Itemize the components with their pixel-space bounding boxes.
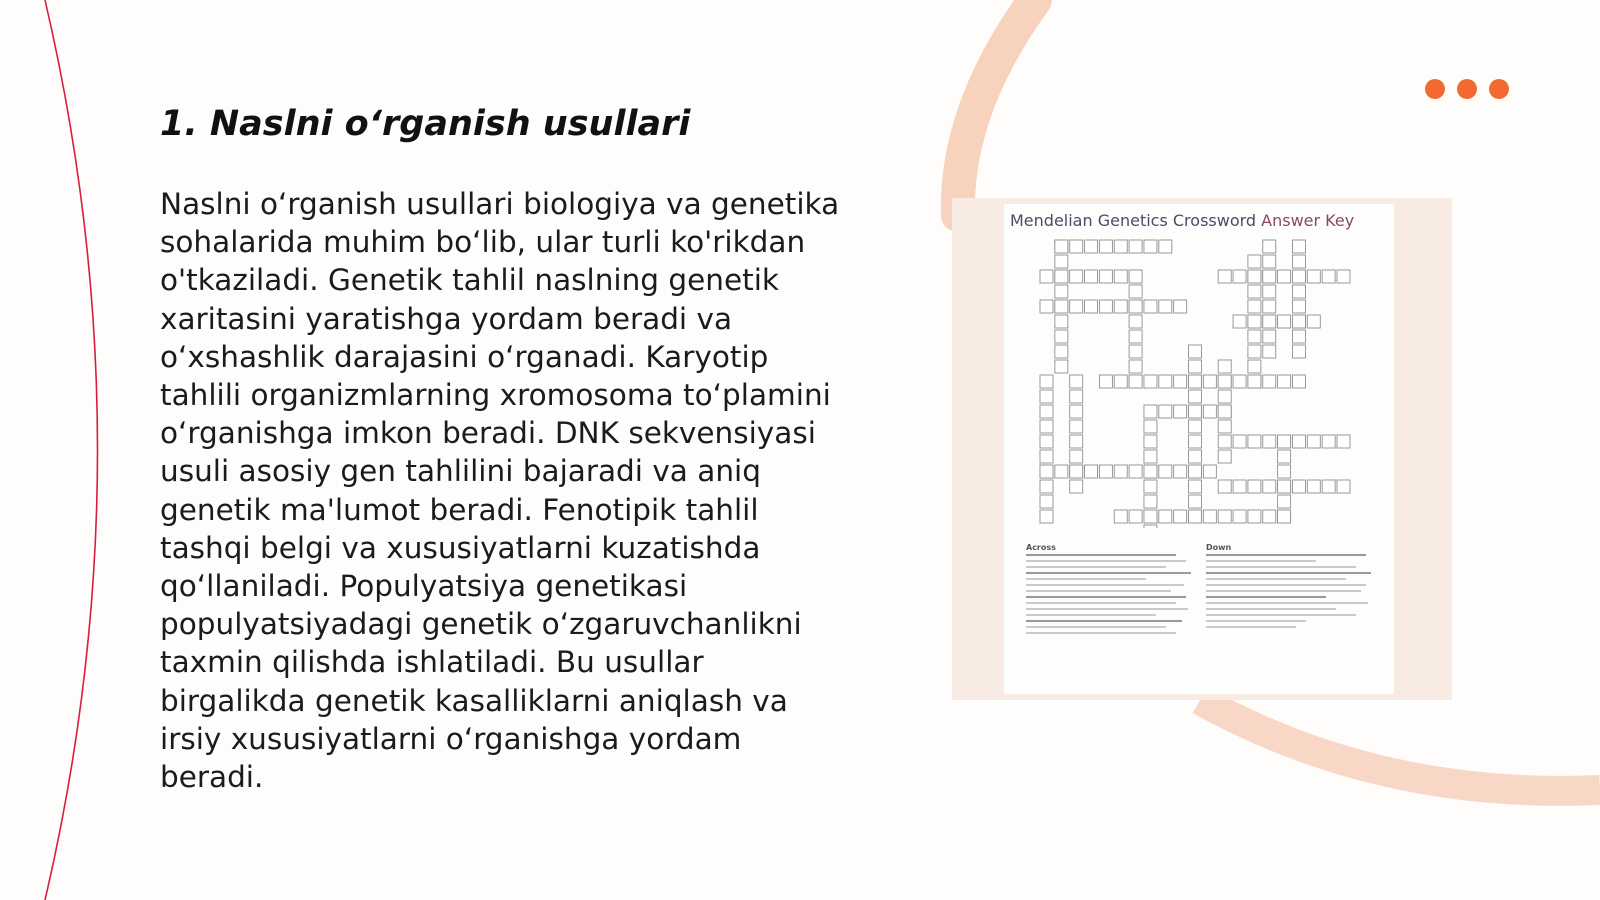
crossword-cell bbox=[1263, 300, 1276, 313]
crossword-cell bbox=[1292, 315, 1305, 328]
crossword-cell bbox=[1218, 375, 1231, 388]
crossword-cell bbox=[1129, 375, 1142, 388]
crossword-cell bbox=[1070, 480, 1083, 493]
crossword-cell bbox=[1040, 450, 1053, 463]
crossword-cell bbox=[1322, 480, 1335, 493]
crossword-cell bbox=[1040, 420, 1053, 433]
clues-down-heading: Down bbox=[1206, 543, 1232, 552]
crossword-cell bbox=[1099, 270, 1112, 283]
crossword-cell bbox=[1263, 285, 1276, 298]
crossword-cell bbox=[1070, 375, 1083, 388]
crossword-cell bbox=[1040, 495, 1053, 508]
crossword-cell bbox=[1203, 375, 1216, 388]
crossword-cell bbox=[1040, 405, 1053, 418]
crossword-cell bbox=[1055, 255, 1068, 268]
crossword-cell bbox=[1189, 450, 1202, 463]
dot-2 bbox=[1457, 79, 1477, 99]
crossword-cell bbox=[1114, 300, 1127, 313]
crossword-cell bbox=[1322, 270, 1335, 283]
crossword-cell bbox=[1070, 420, 1083, 433]
crossword-cell bbox=[1248, 435, 1261, 448]
crossword-cell bbox=[1040, 375, 1053, 388]
crossword-cell bbox=[1099, 300, 1112, 313]
crossword-cell bbox=[1114, 270, 1127, 283]
crossword-cell bbox=[1189, 465, 1202, 478]
crossword-cell bbox=[1174, 300, 1187, 313]
crossword-cell bbox=[1129, 315, 1142, 328]
crossword-cell bbox=[1055, 315, 1068, 328]
crossword-cell bbox=[1218, 480, 1231, 493]
crossword-cell bbox=[1189, 510, 1202, 523]
crossword-cell bbox=[1307, 480, 1320, 493]
crossword-cell bbox=[1292, 270, 1305, 283]
crossword-cell bbox=[1307, 270, 1320, 283]
three-dots-icon bbox=[1425, 79, 1509, 99]
crossword-cell bbox=[1114, 510, 1127, 523]
crossword-cell bbox=[1099, 375, 1112, 388]
crossword-cell bbox=[1129, 510, 1142, 523]
crossword-cell bbox=[1070, 435, 1083, 448]
crossword-cell bbox=[1099, 465, 1112, 478]
crossword-cell bbox=[1070, 405, 1083, 418]
crossword-cell bbox=[1040, 480, 1053, 493]
crossword-cell bbox=[1233, 480, 1246, 493]
crossword-cell bbox=[1144, 525, 1157, 528]
crossword-cell bbox=[1174, 465, 1187, 478]
crossword-cell bbox=[1337, 270, 1350, 283]
peach-arc-bottom bbox=[1200, 700, 1600, 791]
crossword-cell bbox=[1040, 435, 1053, 448]
crossword-cell bbox=[1040, 465, 1053, 478]
dot-1 bbox=[1425, 79, 1445, 99]
crossword-cell bbox=[1292, 345, 1305, 358]
crossword-cell bbox=[1144, 375, 1157, 388]
crossword-cell bbox=[1218, 360, 1231, 373]
crossword-cell bbox=[1189, 480, 1202, 493]
clues-across bbox=[1026, 543, 1198, 638]
crossword-cell bbox=[1263, 375, 1276, 388]
crossword-cell bbox=[1233, 315, 1246, 328]
crossword-cell bbox=[1248, 375, 1261, 388]
crossword-cell bbox=[1070, 270, 1083, 283]
crossword-cell bbox=[1129, 345, 1142, 358]
crossword-cell bbox=[1233, 270, 1246, 283]
crossword-cell bbox=[1278, 495, 1291, 508]
crossword-cell bbox=[1040, 300, 1053, 313]
crossword-cell bbox=[1129, 240, 1142, 253]
crossword-cell bbox=[1292, 330, 1305, 343]
crossword-cell bbox=[1189, 360, 1202, 373]
crossword-cell bbox=[1174, 405, 1187, 418]
clues-across-heading: Across bbox=[1026, 543, 1056, 552]
crossword-cell bbox=[1263, 255, 1276, 268]
crossword-cell bbox=[1233, 435, 1246, 448]
crossword-cell bbox=[1292, 435, 1305, 448]
crossword-cell bbox=[1278, 450, 1291, 463]
crossword-cell bbox=[1055, 330, 1068, 343]
crossword-cell bbox=[1040, 390, 1053, 403]
crossword-cell bbox=[1248, 270, 1261, 283]
crossword-cell bbox=[1099, 240, 1112, 253]
crossword-cell bbox=[1040, 510, 1053, 523]
crossword-cell bbox=[1263, 270, 1276, 283]
crossword-cell bbox=[1248, 255, 1261, 268]
crossword-cell bbox=[1292, 375, 1305, 388]
dot-3 bbox=[1489, 79, 1509, 99]
crossword-cell bbox=[1144, 510, 1157, 523]
crossword-cell bbox=[1218, 270, 1231, 283]
crossword-cell bbox=[1248, 360, 1261, 373]
slide-title: 1. Naslni o‘rganish usullari bbox=[160, 104, 691, 144]
crossword-cell bbox=[1248, 480, 1261, 493]
crossword-cell bbox=[1233, 510, 1246, 523]
crossword-cell bbox=[1189, 390, 1202, 403]
crossword-cell bbox=[1174, 510, 1187, 523]
crossword-cell bbox=[1055, 345, 1068, 358]
crossword-cell bbox=[1203, 465, 1216, 478]
crossword-cell bbox=[1144, 300, 1157, 313]
crossword-cell bbox=[1218, 390, 1231, 403]
crossword-cell bbox=[1129, 465, 1142, 478]
crossword-cell bbox=[1159, 240, 1172, 253]
crossword-cell bbox=[1055, 285, 1068, 298]
crossword-cell bbox=[1278, 270, 1291, 283]
crossword-cell bbox=[1307, 435, 1320, 448]
crossword-cell bbox=[1040, 270, 1053, 283]
crossword-cell bbox=[1129, 300, 1142, 313]
crossword-cell bbox=[1070, 465, 1083, 478]
crossword-cell bbox=[1263, 315, 1276, 328]
crossword-clues bbox=[1026, 543, 1386, 683]
crossword-cell bbox=[1203, 510, 1216, 523]
crossword-cell bbox=[1307, 315, 1320, 328]
crossword-cell bbox=[1248, 315, 1261, 328]
crossword-cell bbox=[1203, 405, 1216, 418]
crossword-cell bbox=[1189, 420, 1202, 433]
crossword-cell bbox=[1174, 375, 1187, 388]
crossword-cell bbox=[1114, 240, 1127, 253]
crossword-cell bbox=[1114, 375, 1127, 388]
clues-down bbox=[1206, 543, 1378, 632]
crossword-cell bbox=[1292, 255, 1305, 268]
crossword-cell bbox=[1144, 420, 1157, 433]
crossword-cell bbox=[1218, 420, 1231, 433]
crossword-title-key: Answer Key bbox=[1261, 211, 1355, 230]
crossword-cell bbox=[1144, 435, 1157, 448]
crossword-cell bbox=[1189, 435, 1202, 448]
crossword-grid bbox=[1036, 238, 1356, 528]
crossword-cell bbox=[1085, 465, 1098, 478]
crossword-cell bbox=[1263, 345, 1276, 358]
crossword-cell bbox=[1218, 405, 1231, 418]
crossword-cell bbox=[1070, 300, 1083, 313]
crossword-cell bbox=[1292, 240, 1305, 253]
crossword-cell bbox=[1189, 405, 1202, 418]
crossword-cell bbox=[1129, 360, 1142, 373]
crossword-cell bbox=[1070, 240, 1083, 253]
crossword-cell bbox=[1189, 495, 1202, 508]
crossword-cell bbox=[1070, 450, 1083, 463]
crossword-cell bbox=[1278, 435, 1291, 448]
crossword-cell bbox=[1278, 375, 1291, 388]
crossword-cell bbox=[1218, 450, 1231, 463]
crossword-cell bbox=[1263, 330, 1276, 343]
crossword-cell bbox=[1248, 285, 1261, 298]
crossword-cell bbox=[1292, 300, 1305, 313]
crossword-cell bbox=[1129, 270, 1142, 283]
crossword-cell bbox=[1263, 435, 1276, 448]
crossword-cell bbox=[1233, 375, 1246, 388]
crossword-cell bbox=[1292, 480, 1305, 493]
crossword-cell bbox=[1278, 465, 1291, 478]
crossword-cell bbox=[1159, 465, 1172, 478]
crossword-cell bbox=[1144, 495, 1157, 508]
crossword-cell bbox=[1085, 270, 1098, 283]
crossword-cell bbox=[1159, 510, 1172, 523]
crossword-cell bbox=[1189, 345, 1202, 358]
crossword-cell bbox=[1144, 240, 1157, 253]
crossword-cell bbox=[1159, 375, 1172, 388]
crossword-cell bbox=[1070, 390, 1083, 403]
crossword-cell bbox=[1322, 435, 1335, 448]
crossword-cell bbox=[1085, 240, 1098, 253]
crossword-cell bbox=[1248, 345, 1261, 358]
crossword-cell bbox=[1263, 480, 1276, 493]
crossword-cell bbox=[1159, 300, 1172, 313]
crossword-cell bbox=[1248, 330, 1261, 343]
crossword-cell bbox=[1085, 300, 1098, 313]
crossword-cell bbox=[1248, 300, 1261, 313]
crossword-cell bbox=[1278, 480, 1291, 493]
crossword-cell bbox=[1218, 510, 1231, 523]
crossword-cell bbox=[1263, 240, 1276, 253]
slide-body-text: Naslni o‘rganish usullari biologiya va genetika sohalarida muhim bo‘lib, ular turli ko'rikdan o'tkaziladi. Genetik tahlil naslning genetik xaritasini yaratishga yordam beradi va o‘xshashlik darajasini o‘rganadi. Karyotip tahlili organizmlarning xromosoma to‘plamini o‘rganishga imkon beradi. DNK sekvensiyasi usuli asosiy gen tahlilini bajaradi va aniq genetik ma'lumot beradi. Fenotipik tahlil tashqi belgi va xususiyatlarni kuzatishda qo‘llaniladi. Populyatsiya genetikasi populyatsiyadagi genetik o‘zgaruvchanlikni taxmin qilishda ishlatiladi. Bu usullar birgalikda genetik kasalliklarni aniqlash va irsiy xususiyatlarni o‘rganishga yordam beradi. bbox=[160, 187, 840, 795]
crossword-cell bbox=[1263, 510, 1276, 523]
crossword-cell bbox=[1337, 435, 1350, 448]
crossword-cell bbox=[1144, 480, 1157, 493]
crossword-cell bbox=[1144, 450, 1157, 463]
crossword-cell bbox=[1055, 300, 1068, 313]
crossword-cell bbox=[1248, 510, 1261, 523]
crossword-title-main: Mendelian Genetics Crossword bbox=[1010, 211, 1257, 230]
crossword-cell bbox=[1129, 330, 1142, 343]
peach-arc-top bbox=[958, 0, 1035, 215]
crossword-cell bbox=[1129, 285, 1142, 298]
crossword-cell bbox=[1189, 375, 1202, 388]
crossword-cell bbox=[1159, 405, 1172, 418]
crossword-cell bbox=[1292, 285, 1305, 298]
crossword-cell bbox=[1337, 480, 1350, 493]
crossword-cell bbox=[1055, 240, 1068, 253]
crossword-image-title bbox=[1010, 211, 1410, 230]
crossword-cell bbox=[1144, 465, 1157, 478]
crossword-cell bbox=[1055, 270, 1068, 283]
crossword-cell bbox=[1144, 405, 1157, 418]
crossword-cell bbox=[1114, 465, 1127, 478]
crossword-cell bbox=[1278, 315, 1291, 328]
crossword-cell bbox=[1055, 465, 1068, 478]
crossword-cell bbox=[1278, 510, 1291, 523]
crossword-cell bbox=[1218, 435, 1231, 448]
crossword-cell bbox=[1055, 360, 1068, 373]
left-curve-line bbox=[45, 0, 98, 900]
